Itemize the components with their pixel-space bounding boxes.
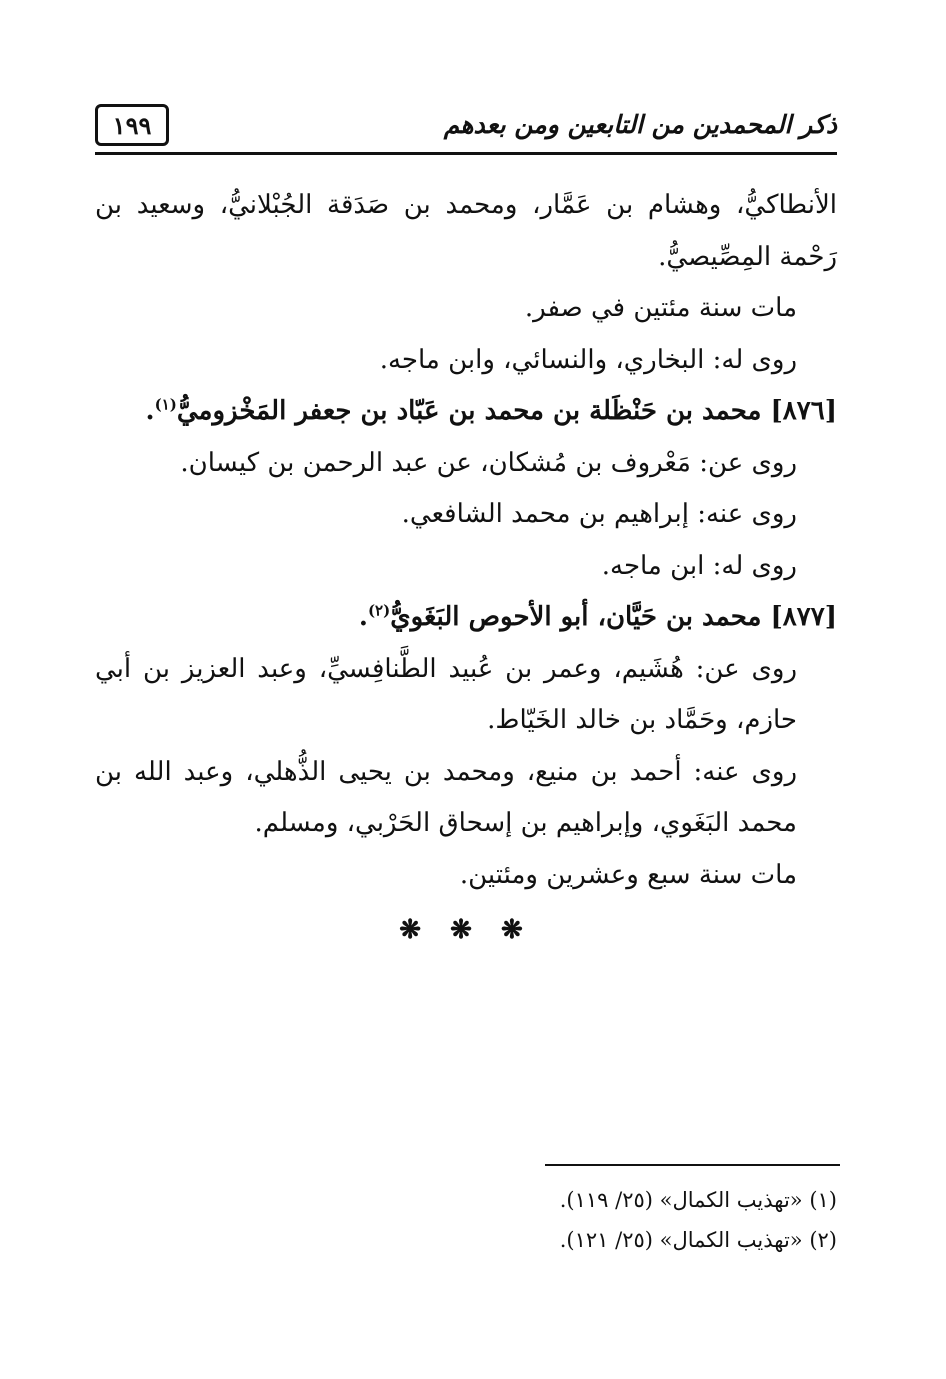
section-separator: ❋ ❋ ❋: [399, 915, 533, 945]
entry-877-narrated-by: روى عنه: أحمد بن منيع، ومحمد بن يحيى الذُّهلي، وعبد الله بن محمد البَغَوي، وإبراهيم بن إسحاق الحَرْبي، ومسلم.: [95, 756, 797, 838]
entry-876-heading: [95, 386, 837, 438]
entry-877-heading: [95, 592, 837, 644]
footnotes: [95, 1180, 837, 1260]
main-text: [95, 180, 837, 957]
page-header: [95, 100, 837, 156]
header-rule: [95, 152, 837, 155]
entry-877-period: .: [358, 602, 368, 632]
footnote-ref-1: (١): [154, 395, 177, 414]
footnote-rule: [545, 1164, 840, 1166]
entry-877-narrated-from: روى عن: هُشَيم، وعمر بن عُبيد الطَّنافِسيِّ، وعبد العزيز بن أبي حازم، وحَمَّاد بن خالد الخَيّاط.: [95, 653, 797, 735]
footnote-ref-2: (٢): [367, 601, 391, 620]
death-date-paragraph: مات سنة مئتين في صفر.: [524, 293, 797, 323]
entry-876-reported-by: روى له: ابن ماجه.: [601, 550, 797, 581]
entry-876-narrated-by: روى عنه: إبراهيم بن محمد الشافعي.: [401, 499, 797, 529]
footnote-1: (١) «تهذيب الكمال» (٢٥/ ١١٩).: [559, 1188, 837, 1212]
entry-876-title: [٨٧٦] محمد بن حَنْظَلة بن محمد بن عَبّاد بن جعفر المَخْزوميُّ: [176, 396, 837, 426]
running-head: ذكر المحمدين من التابعين ومن بعدهم: [443, 110, 837, 139]
narrated-by-paragraph: روى له: البخاري، والنسائي، وابن ماجه.: [379, 344, 797, 375]
page-number: ١٩٩: [95, 104, 169, 146]
entry-876-period: .: [145, 396, 155, 426]
continuation-paragraph: الأنطاكيُّ، وهشام بن عَمَّار، ومحمد بن صَدَقة الجُبْلانيُّ، وسعيد بن رَحْمة المِصِّيصيُّ.: [95, 190, 837, 272]
entry-877-title: [٨٧٧] محمد بن حَيَّان، أبو الأحوص البَغَويُّ: [390, 602, 837, 632]
entry-877-death-date: مات سنة سبع وعشرين ومئتين.: [459, 859, 797, 890]
entry-876-narrated-from: روى عن: مَعْروف بن مُشكان، عن عبد الرحمن بن كيسان.: [180, 447, 797, 478]
footnote-2: (٢) «تهذيب الكمال» (٢٥/ ١٢١).: [559, 1228, 837, 1252]
